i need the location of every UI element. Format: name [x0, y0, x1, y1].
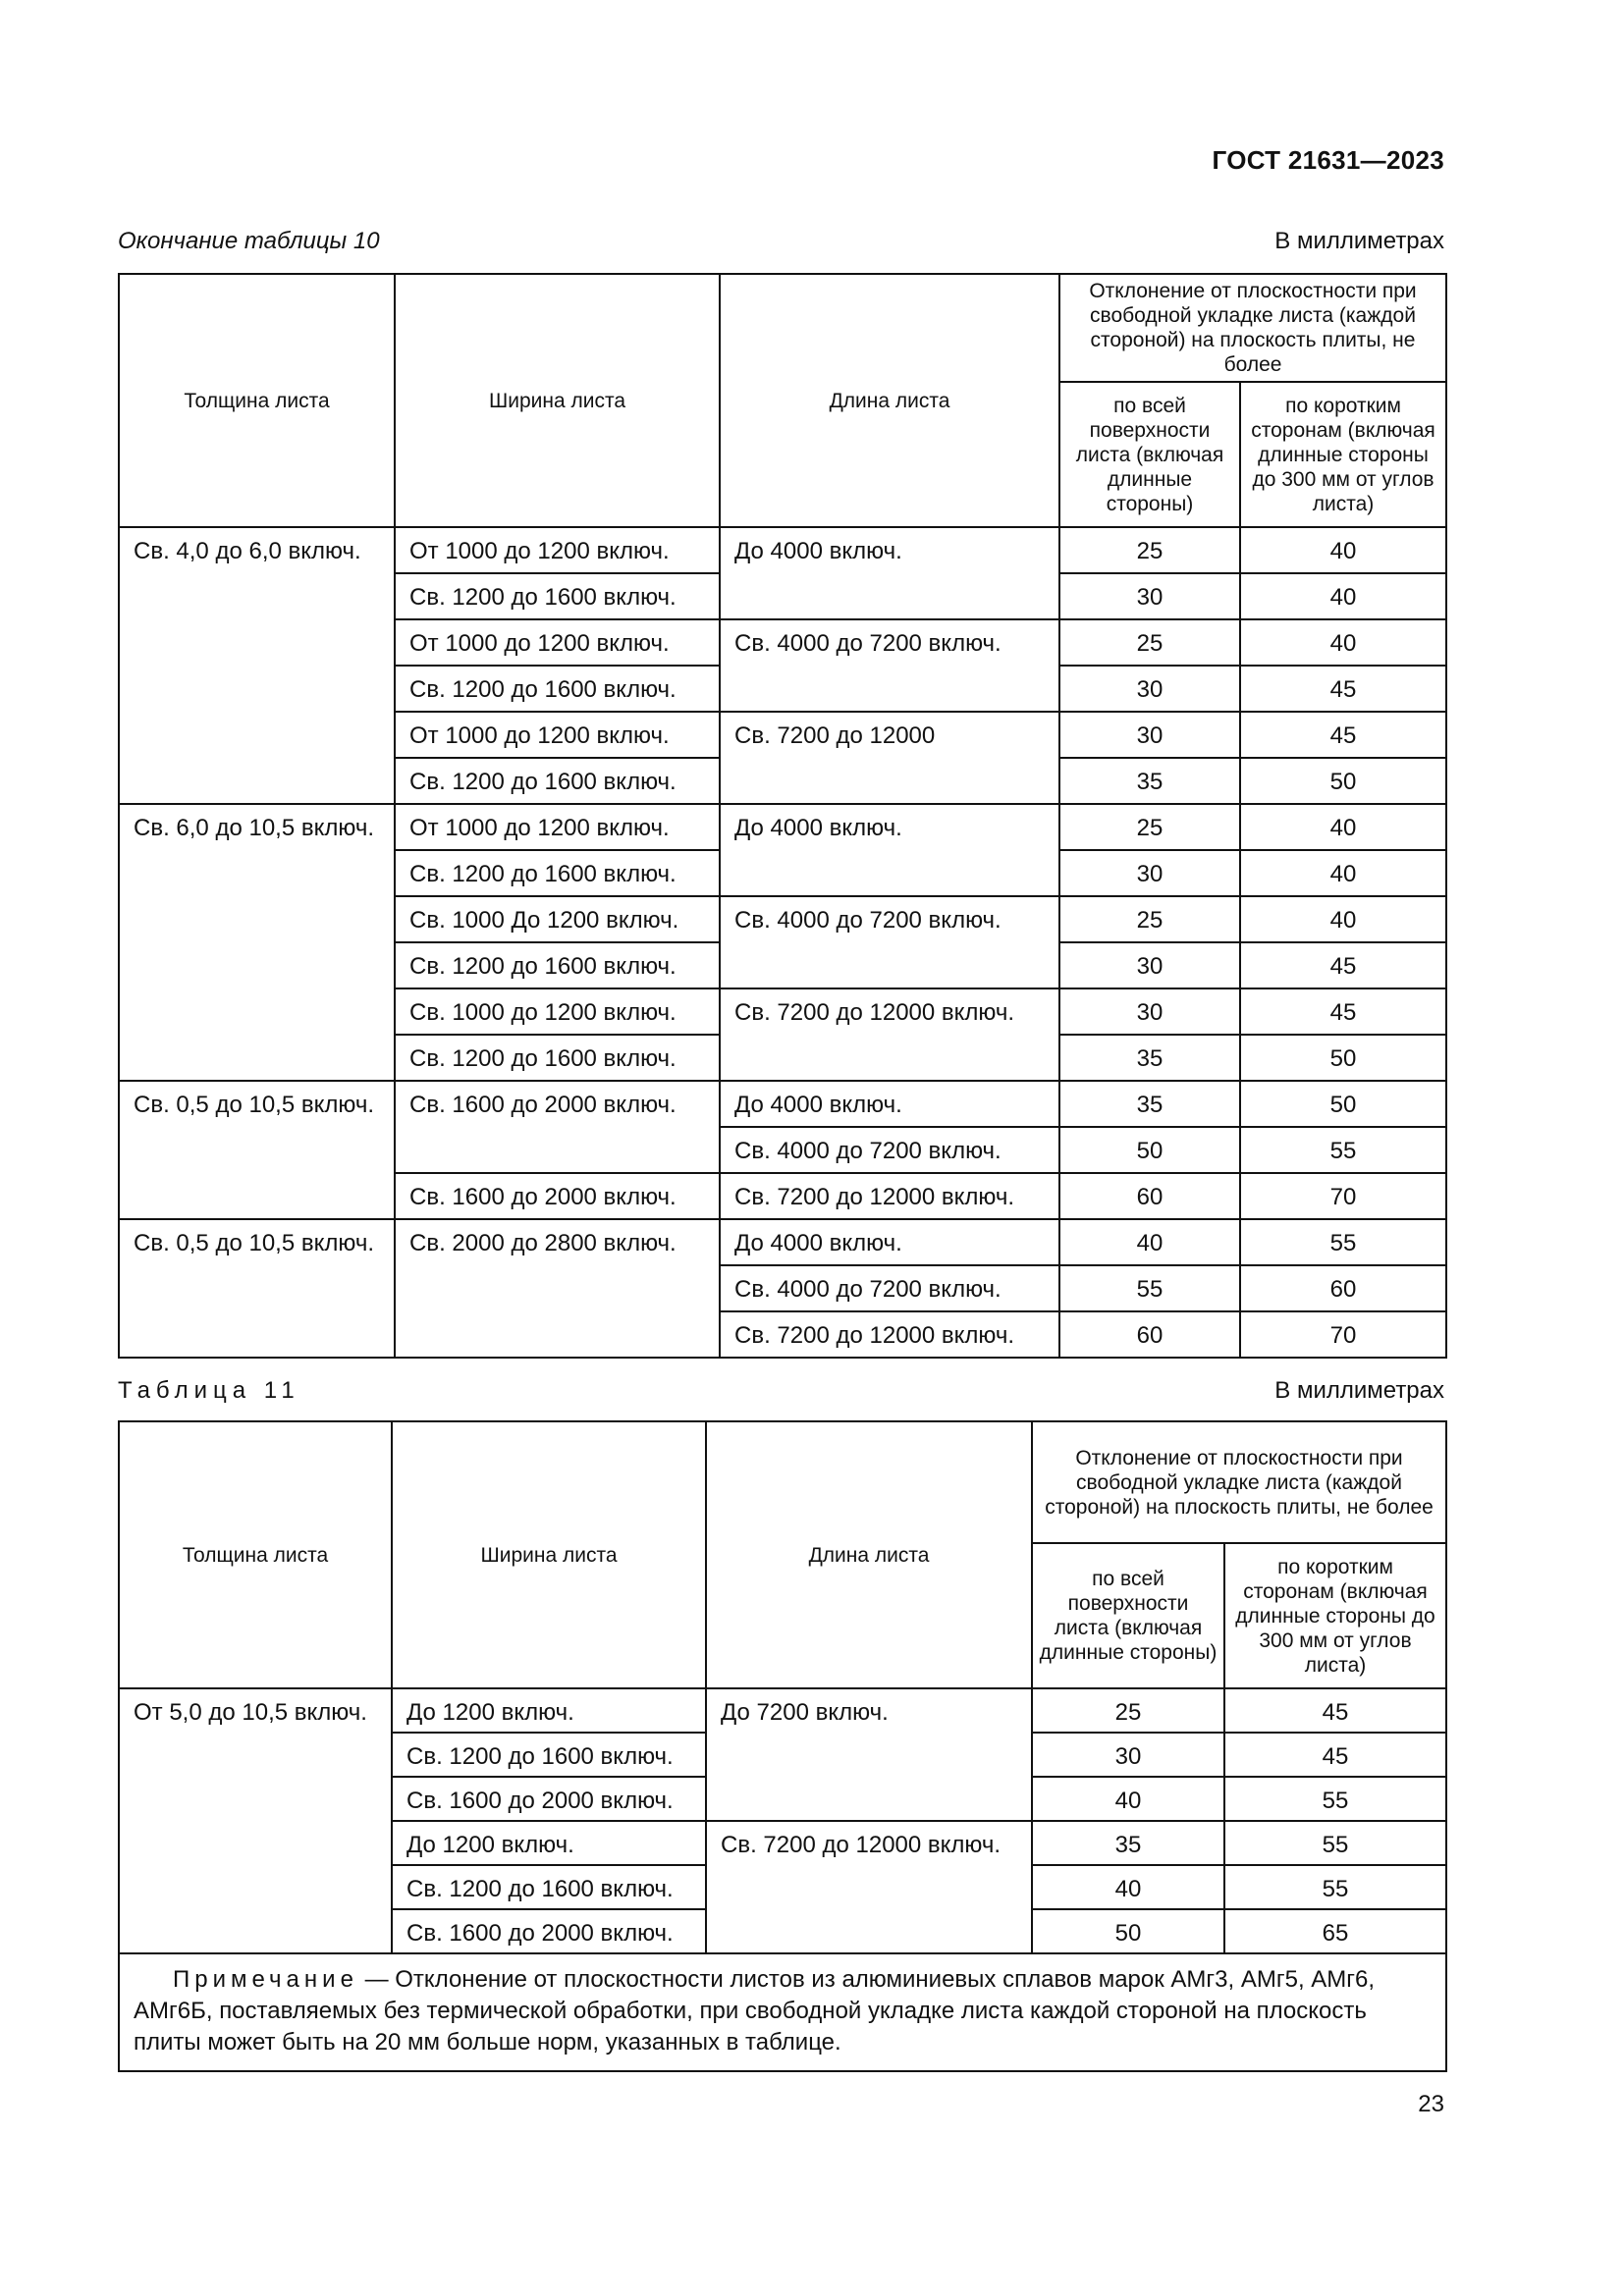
header-whole-surface: по всей поверхности листа (включая длинные стороны) [1032, 1543, 1224, 1688]
cell-whole: 35 [1059, 758, 1240, 804]
cell-short: 55 [1224, 1777, 1446, 1821]
cell-short: 50 [1240, 758, 1446, 804]
cell-short: 45 [1224, 1688, 1446, 1733]
cell-whole: 30 [1059, 666, 1240, 712]
cell-whole: 60 [1059, 1311, 1240, 1358]
table-row [119, 804, 1446, 850]
cell-whole: 25 [1059, 619, 1240, 666]
cell-length: Св. 4000 до 7200 включ. [720, 1265, 1059, 1311]
table-row [119, 1688, 1446, 1733]
cell-width: Св. 1200 до 1600 включ. [392, 1733, 706, 1777]
cell-thickness: Св. 0,5 до 10,5 включ. [119, 1081, 395, 1219]
cell-width: От 1000 до 1200 включ. [395, 619, 720, 666]
cell-whole: 30 [1059, 573, 1240, 619]
cell-thickness: Св. 6,0 до 10,5 включ. [119, 804, 395, 1081]
cell-thickness: Св. 4,0 до 6,0 включ. [119, 527, 395, 804]
table10-caption-row [118, 228, 1444, 255]
cell-whole: 40 [1032, 1865, 1224, 1909]
cell-whole: 25 [1059, 896, 1240, 942]
cell-short: 50 [1240, 1081, 1446, 1127]
cell-width: Св. 1200 до 1600 включ. [395, 666, 720, 712]
table11-caption-row [118, 1377, 1444, 1405]
cell-length: Св. 7200 до 12000 [720, 712, 1059, 804]
table11-caption: Таблица 11 [118, 1377, 300, 1404]
cell-whole: 60 [1059, 1173, 1240, 1219]
header-thickness: Толщина листа [119, 1421, 392, 1688]
cell-thickness: Св. 0,5 до 10,5 включ. [119, 1219, 395, 1358]
cell-short: 55 [1240, 1127, 1446, 1173]
table-header-row [119, 274, 1446, 382]
cell-length: Св. 4000 до 7200 включ. [720, 1127, 1059, 1173]
header-deviation: Отклонение от плоскостности при свободной укладке листа (каждой стороной) на плоскость плиты, не более [1032, 1421, 1446, 1543]
note-text: — Отклонение от плоскостности листов из алюминиевых сплавов марок АМг3, АМг5, АМг6, АМг6Б, поставляемых без термической обработки, при свободной укладке листа каждой стороной на плоскость плиты может быть на 20 мм больше норм, указанных в таблице. [134, 1966, 1376, 2056]
cell-whole: 35 [1032, 1821, 1224, 1865]
table-header-row [119, 1421, 1446, 1543]
cell-short: 60 [1240, 1265, 1446, 1311]
page-number: 23 [1418, 2091, 1444, 2117]
cell-whole: 35 [1059, 1035, 1240, 1081]
cell-short: 40 [1240, 896, 1446, 942]
cell-whole: 40 [1032, 1777, 1224, 1821]
cell-length: До 4000 включ. [720, 1219, 1059, 1265]
table-row [119, 527, 1446, 573]
cell-width: До 1200 включ. [392, 1821, 706, 1865]
table11-units: В миллиметрах [1274, 1377, 1444, 1404]
document-header: ГОСТ 21631—2023 [1212, 145, 1444, 175]
cell-length: До 4000 включ. [720, 804, 1059, 896]
table-row [119, 1081, 1446, 1127]
cell-short: 55 [1240, 1219, 1446, 1265]
cell-width: Св. 1000 до 1200 включ. [395, 988, 720, 1035]
cell-whole: 50 [1032, 1909, 1224, 1953]
cell-whole: 35 [1059, 1081, 1240, 1127]
cell-width: От 1000 до 1200 включ. [395, 527, 720, 573]
cell-short: 45 [1240, 712, 1446, 758]
cell-short: 70 [1240, 1173, 1446, 1219]
header-length: Длина листа [720, 274, 1059, 527]
table-10 [118, 273, 1447, 1359]
cell-whole: 25 [1032, 1688, 1224, 1733]
cell-width: Св. 1600 до 2000 включ. [395, 1081, 720, 1173]
cell-width: Св. 1600 до 2000 включ. [392, 1777, 706, 1821]
cell-width: Св. 1200 до 1600 включ. [395, 1035, 720, 1081]
cell-short: 40 [1240, 527, 1446, 573]
header-width: Ширина листа [395, 274, 720, 527]
cell-whole: 25 [1059, 527, 1240, 573]
cell-thickness: От 5,0 до 10,5 включ. [119, 1688, 392, 1953]
cell-whole: 50 [1059, 1127, 1240, 1173]
cell-short: 55 [1224, 1865, 1446, 1909]
cell-width: Св. 1000 До 1200 включ. [395, 896, 720, 942]
cell-whole: 55 [1059, 1265, 1240, 1311]
cell-length: До 4000 включ. [720, 527, 1059, 619]
header-thickness: Толщина листа [119, 274, 395, 527]
cell-width: Св. 1600 до 2000 включ. [395, 1173, 720, 1219]
cell-whole: 25 [1059, 804, 1240, 850]
cell-width: Св. 1200 до 1600 включ. [395, 942, 720, 988]
cell-whole: 30 [1059, 988, 1240, 1035]
cell-short: 65 [1224, 1909, 1446, 1953]
cell-whole: 30 [1032, 1733, 1224, 1777]
cell-length: До 7200 включ. [706, 1688, 1032, 1821]
cell-short: 55 [1224, 1821, 1446, 1865]
cell-short: 50 [1240, 1035, 1446, 1081]
cell-width: Св. 1200 до 1600 включ. [395, 758, 720, 804]
cell-width: Св. 1200 до 1600 включ. [395, 573, 720, 619]
header-length: Длина листа [706, 1421, 1032, 1688]
cell-short: 40 [1240, 573, 1446, 619]
cell-short: 40 [1240, 619, 1446, 666]
cell-short: 70 [1240, 1311, 1446, 1358]
cell-width: Св. 1200 до 1600 включ. [392, 1865, 706, 1909]
cell-short: 45 [1224, 1733, 1446, 1777]
table-note-row [119, 1953, 1446, 2071]
cell-width: Св. 1600 до 2000 включ. [392, 1909, 706, 1953]
header-whole-surface: по всей поверхности листа (включая длинные стороны) [1059, 382, 1240, 527]
cell-width: От 1000 до 1200 включ. [395, 804, 720, 850]
cell-width: Св. 1200 до 1600 включ. [395, 850, 720, 896]
cell-whole: 30 [1059, 850, 1240, 896]
cell-short: 45 [1240, 942, 1446, 988]
cell-length: Св. 7200 до 12000 включ. [720, 1173, 1059, 1219]
cell-short: 45 [1240, 666, 1446, 712]
header-short-sides: по коротким сторонам (включая длинные стороны до 300 мм от углов листа) [1240, 382, 1446, 527]
cell-length: Св. 7200 до 12000 включ. [720, 988, 1059, 1081]
table-row [119, 1219, 1446, 1265]
cell-length: Св. 4000 до 7200 включ. [720, 896, 1059, 988]
table10-units: В миллиметрах [1274, 228, 1444, 254]
table-11 [118, 1420, 1447, 2072]
cell-short: 45 [1240, 988, 1446, 1035]
cell-whole: 30 [1059, 712, 1240, 758]
cell-whole: 30 [1059, 942, 1240, 988]
cell-length: Св. 7200 до 12000 включ. [706, 1821, 1032, 1953]
cell-short: 40 [1240, 850, 1446, 896]
header-width: Ширина листа [392, 1421, 706, 1688]
cell-width: Св. 2000 до 2800 включ. [395, 1219, 720, 1358]
note-label: Примечание [173, 1966, 358, 1993]
cell-width: До 1200 включ. [392, 1688, 706, 1733]
header-deviation: Отклонение от плоскостности при свободной укладке листа (каждой стороной) на плоскость плиты, не более [1059, 274, 1446, 382]
table10-caption: Окончание таблицы 10 [118, 228, 380, 254]
cell-length: Св. 4000 до 7200 включ. [720, 619, 1059, 712]
cell-whole: 40 [1059, 1219, 1240, 1265]
cell-width: От 1000 до 1200 включ. [395, 712, 720, 758]
cell-short: 40 [1240, 804, 1446, 850]
cell-length: Св. 7200 до 12000 включ. [720, 1311, 1059, 1358]
header-short-sides: по коротким сторонам (включая длинные стороны до 300 мм от углов листа) [1224, 1543, 1446, 1688]
table-note [119, 1953, 1446, 2071]
cell-length: До 4000 включ. [720, 1081, 1059, 1127]
